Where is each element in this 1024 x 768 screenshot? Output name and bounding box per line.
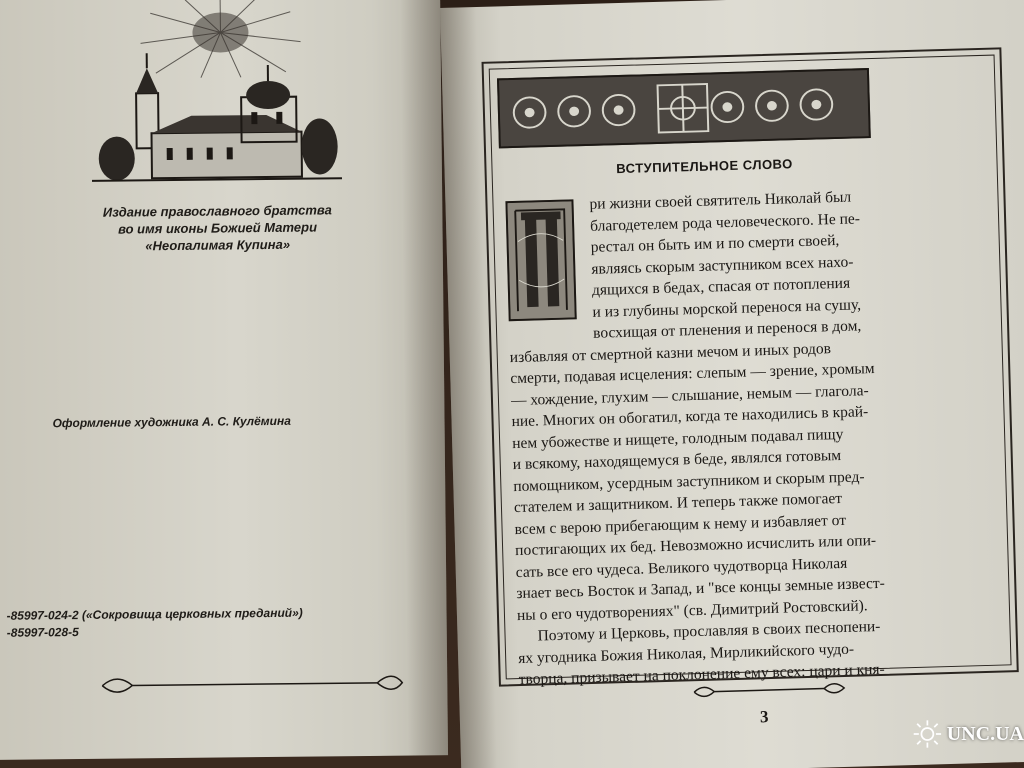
body-line: благодетелем рода человеческого. Не пе- (589, 209, 861, 235)
left-page (0, 0, 448, 760)
body-line: ях угодника Божия Николая, Мирликийского чудо- (517, 640, 855, 667)
body-line: помощником, усердным заступником и скорым пред- (513, 467, 865, 495)
body-text (505, 183, 981, 690)
ornament-divider-icon (97, 668, 407, 701)
page-number: 3 (759, 707, 769, 727)
isbn-block (6, 604, 406, 642)
body-line: и из глубины морской перенося на сушу, (592, 295, 862, 321)
body-line: постигающих их бед. Невозможно исчислить или опи- (514, 532, 877, 560)
chapter-title: ВСТУПИТЕЛЬНОЕ СЛОВО (616, 156, 793, 177)
body-line: сать все его чудеса. Великого чудотворца Николая (515, 554, 848, 581)
body-line: стателем и защитником. И теперь также помогает (513, 489, 843, 517)
body-line: знает весь Восток и Запад, и "все концы земные извест- (516, 574, 886, 603)
body-line: рестал он быть им и по смерти своей, (590, 231, 840, 256)
body-line: избавляя от смертной казни мечом и иных родов (509, 339, 832, 366)
body-line: ри жизни своей святитель Николай был (589, 188, 852, 213)
publisher-line: Издание православного братства (102, 202, 332, 220)
site-watermark (912, 710, 1024, 758)
ornamental-headpiece-icon (497, 68, 871, 148)
body-line: смерти, подавая исцеления: слепым — зрение, хромым (510, 360, 875, 388)
sun-logo-icon (912, 716, 943, 752)
church-illustration-icon (90, 0, 342, 199)
body-line: ны о его чудотворениях" (св. Димитрий Ростовский). (516, 596, 868, 624)
gutter-shadow-left (400, 0, 448, 756)
publisher-block (52, 201, 383, 255)
ornament-divider-icon (689, 677, 850, 703)
body-line: — хождение, глухим — слышание, немым — глагола- (510, 381, 869, 409)
body-line: нем убожестве и нищете, голодным подавал пищу (511, 425, 844, 452)
isbn-line: -85997-028-5 (6, 625, 79, 640)
body-line: восхищая от пленения и перенося в дом, (592, 317, 862, 342)
isbn-line: -85997-024-2 («Сокровища церковных преданий») (6, 605, 303, 623)
right-page (440, 0, 1024, 768)
body-line: Поэтому и Церковь, прославляя в своих песнопени- (537, 617, 881, 645)
publisher-line: «Неопалимая Купина» (145, 236, 291, 254)
body-line: дящихся в бедах, спасая от потопления (591, 274, 851, 299)
publisher-line: во имя иконы Божией Матери (117, 219, 318, 237)
body-line: ние. Многих он обогатил, когда те находились в край- (511, 403, 869, 431)
body-line: всем с верою прибегающим к нему и избавляет от (514, 511, 847, 538)
body-line: творца, призывает на поклонение ему всех: цари и кня- (518, 660, 885, 689)
body-line: и всякому, находящемуся в беде, являлся готовым (512, 446, 842, 474)
watermark-text: UNC.UA (946, 722, 1024, 745)
body-line: являясь скорым заступником всех нахо- (591, 253, 854, 278)
artist-credit: Оформление художника А. С. Кулёмина (52, 413, 291, 431)
